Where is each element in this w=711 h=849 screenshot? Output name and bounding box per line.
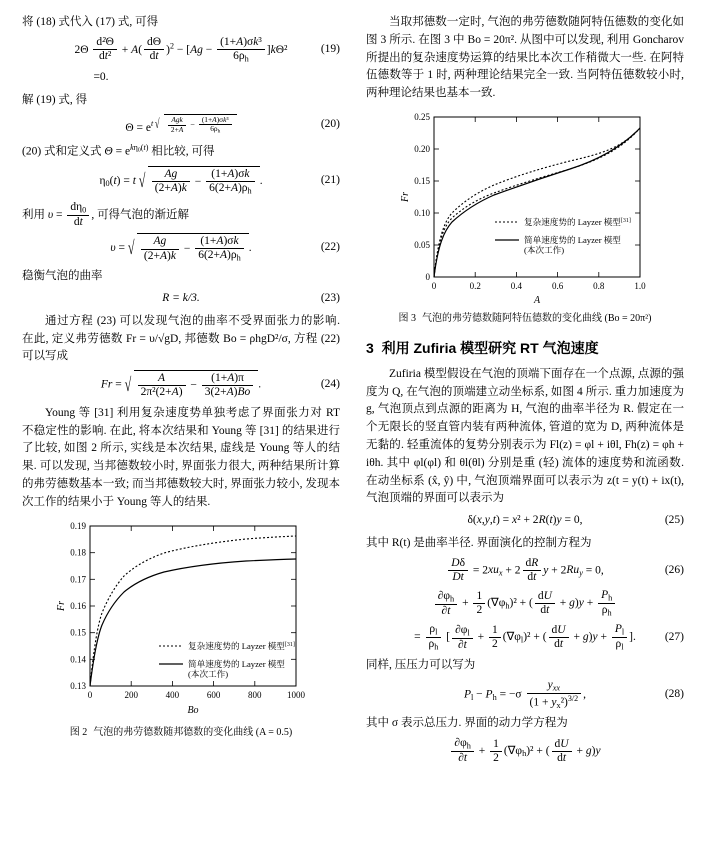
section-title: 利用 Zufiria 模型研究 RT 气泡速度 (381, 340, 599, 357)
svg-text:200: 200 (124, 689, 138, 700)
equation-19-cont: =0. (93, 71, 109, 84)
left-column (22, 14, 340, 839)
section-heading (366, 338, 684, 360)
legend-simple-label: 简单速度势的 Layzer 模型 (524, 235, 621, 246)
svg-text:0.17: 0.17 (70, 573, 86, 584)
figure-2-caption (22, 726, 340, 740)
paragraph: 解 (19) 式, 得 (22, 93, 88, 106)
svg-text:0.15: 0.15 (70, 627, 86, 638)
legend-complex-label: 复杂速度势的 Layzer 模型[31] (524, 217, 631, 228)
equation-27b: = $\frac{\rho_l}{\rho_h}$ [ $\frac{\partial\varphi_l}{\partial t}$ + $\frac{1}{2}$ $(\nabla\varphi_l)^2$ + ( $\frac{dU}{dt}$ + g)y + $\frac{P_l}{\rho_l}$ ]. (27) (414, 623, 684, 652)
svg-text:0.8: 0.8 (593, 281, 605, 292)
paragraph: 同样, 压压力可以写为 (366, 659, 476, 672)
equation-body: R = k/3. (162, 292, 200, 304)
svg-text:Fr: Fr (56, 600, 67, 611)
svg-text:Bo: Bo (187, 704, 199, 716)
equation-28: $P_l - P_h = -\sigma$ $\frac{y_{xx}}{(1 + y_x^2)^{3/2}}$ , (28) (463, 679, 684, 710)
equation-number: (27) (664, 630, 684, 643)
text: 利用 (22, 208, 48, 221)
paragraph: 当取邦德数一定时, 气泡的弗劳德数随阿特伍德数的变化如图 3 所示. 在图 3 中 Bo = 20π². 从图中可以发现, 利用 Goncharov 所提出的复杂速度势运算的结果比本次工作稍微大一些. 在阿特伍德数等于 1 时, 两种理论结果完全一致. 当阿特伍德数较小时, 两种理论结果也基本一致. (366, 16, 684, 100)
equation-19: 2Θ $\frac{\text{d²Θ}}{\text{dt²}}$ + A( $\frac{d\Theta}{dt}$ )$^2$ − [Ag − $\frac{\text{(1+A)σk³}}{6\rho_h}$ ]kΘ² (19) (74, 35, 340, 64)
equation-26: $\frac{D\delta}{Dt}$ = $2xu_x + 2$ $\frac{dR}{dt}$ $y + 2Ru_y = 0$, (26) (366, 557, 684, 584)
figure-3 (366, 109, 684, 326)
equation-27a: $\frac{\partial\varphi_h}{\partial t}$ + $\frac{1}{2}$ $(\nabla\varphi_h)^2$ + ( $\frac{dU}{dt}$ + g)y + $\frac{P_h}{\rho_h}$ (366, 589, 684, 618)
svg-text:400: 400 (165, 689, 180, 700)
figure-2-text: 气泡的弗劳德数随邦德数的变化曲线 (A = 0.5) (93, 726, 293, 738)
svg-text:A: A (533, 295, 541, 307)
svg-text:0.19: 0.19 (70, 520, 86, 531)
svg-text:0.16: 0.16 (70, 600, 86, 611)
svg-text:0.13: 0.13 (70, 680, 86, 691)
equation-number: (28) (664, 687, 684, 700)
equation-20: $\Theta = e^{t √ \frac{\text{Agk}}{2+A} - \frac{\text{(1+A)σk³}}{6\rho_h}}$ (20) (22, 114, 340, 138)
svg-text:0.6: 0.6 (551, 281, 564, 292)
equation-number: (21) (320, 173, 340, 186)
figure-3-label: 图 3 (398, 313, 416, 325)
equation-22: υ = √ $\frac{Ag}{(2+A)k}$ − $\frac{(1+A)\sigma k}{6(2+A)\rho_h}$ . (22) (22, 233, 340, 263)
text: (20) 式和定义式 (22, 145, 105, 158)
paragraph: 其中 σ 表示总压力. 界面的动力学方程为 (366, 717, 568, 730)
equation-number: (23) (320, 292, 340, 304)
figure-2-chart (46, 518, 316, 723)
paragraph: 将 (18) 式代入 (17) 式, 可得 (22, 16, 159, 28)
figure-3-text: 气泡的弗劳德数随阿特伍德数的变化曲线 (Bo = 20π²) (421, 313, 652, 325)
svg-text:0.25: 0.25 (414, 112, 430, 123)
svg-text:0: 0 (87, 689, 93, 700)
svg-text:0.4: 0.4 (510, 281, 523, 292)
legend-complex-label: 复杂速度势的 Layzer 模型[31] (188, 640, 295, 651)
figure-3-chart (390, 109, 660, 309)
svg-text:0.18: 0.18 (70, 547, 86, 558)
svg-text:0.05: 0.05 (414, 240, 430, 251)
paragraph: Young 等 [31] 利用复杂速度势单独考虑了界面张力对 RT 不稳定性的影响. 在此, 将本次结果和 Young 等 [31] 的结果进行了比较, 如图 2 所示, 实线是本次结果, 虚线是 Young 等人的结果. 可以发现, 当邦德数较小时, 界面张力很大, 两种结果所计算的弗劳德数基本一致; 而当邦德数较大时, 界面张力较小, 发现本次工作的结果小于 Young 等人的结果. (22, 406, 340, 508)
right-column (366, 14, 684, 839)
paragraph: 通过方程 (23) 可以发现气泡的曲率不受界面张力的影响. 在此, 定义弗劳德数 Fr = υ/√gD, 邦德数 Bo = ρhgD²/σ, 方程 (22) 可以写成 (22, 314, 340, 363)
equation-24: Fr = √ $\frac{A}{\text{2π²(2+A)}}$ − $\frac{(1+A)\pi}{3(2+A)Bo}$ . (24) (22, 370, 340, 399)
equation-21: $\eta_0(t) = t$ √ $\frac{Ag}{(2+A)k}$ − $\frac{(1+A)\sigma k}{6(2+A)\rho_h}$ . (21) (22, 166, 340, 196)
legend-simple-label2: (本次工作) (524, 245, 565, 256)
equation-number: (26) (664, 563, 684, 576)
legend-simple-label2: (本次工作) (188, 668, 229, 679)
equation-29: $\frac{\partial\varphi_h}{\partial t}$ + $\frac{1}{2}$ $(\nabla\varphi_h)^2$ + ( $\frac{dU}{dt}$ + g)y (366, 737, 684, 765)
equation-23 (22, 290, 340, 308)
svg-text:0.20: 0.20 (414, 144, 430, 155)
svg-text:0.2: 0.2 (469, 281, 481, 292)
paragraph: 其中 R(t) 是曲率半径. 界面演化的控制方程为 (366, 537, 592, 550)
section-number: 3 (366, 340, 374, 357)
equation-number: (25) (664, 514, 684, 527)
paragraph: (20) 式和定义式 $\Theta = e^{k\eta_0(t)}$ 相比较, 可得 (22, 143, 215, 158)
svg-text:0: 0 (425, 272, 430, 283)
svg-text:600: 600 (206, 689, 221, 700)
svg-text:0.15: 0.15 (414, 176, 430, 187)
svg-text:0: 0 (431, 281, 437, 292)
figure-2 (22, 518, 340, 740)
paragraph: Zufiria 模型假设在气泡的顶端下面存在一个点源, 点源的强度为 Q, 在气泡的顶端建立动坐标系, 如图 4 所示. 重力加速度为 g, 气泡顶点到点源的距离为 H, 气泡的曲率半径为 R. 假定在一个无限长的竖直管内装有两种流体, 管道的宽为 D, 两种流体是无黏的. 轻重流体的复势分别表示为 Fl(z) = φl + iθl, Fh(z) = φh + iθh. 其中 φl(φl) 和 θl(θl) 分别是重 (轻) 流体的速度势和流函数. 在动坐标系 (x̂, ŷ) 中, 气泡顶端界面可以表示为 z(t = y(t) + ix(t), 气泡顶端的界面可以表示为 (366, 367, 684, 505)
legend-simple-label: 简单速度势的 Layzer 模型 (188, 658, 285, 669)
svg-text:800: 800 (248, 689, 262, 700)
equation-number: (20) (320, 118, 340, 131)
paragraph: 利用 υ = $\frac{d\eta_0}{dt}$ , 可得气泡的渐近解 (22, 200, 190, 228)
equation-number: (24) (320, 378, 340, 391)
paragraph: 稳衡气泡的曲率 (22, 270, 103, 283)
svg-text:0.14: 0.14 (70, 653, 86, 664)
equation-25: δ(x,y,t) = x² + 2R(t)y = 0, (25) (366, 512, 684, 530)
svg-text:Fr: Fr (400, 192, 411, 203)
text: 相比较, 可得 (148, 145, 215, 158)
svg-text:0.10: 0.10 (414, 208, 430, 219)
svg-text:1.0: 1.0 (634, 281, 646, 292)
text: , 可得气泡的渐近解 (91, 208, 190, 221)
equation-number: (19) (320, 43, 340, 55)
figure-3-caption (366, 312, 684, 326)
figure-2-label: 图 2 (69, 726, 88, 738)
equation-number: (22) (320, 241, 340, 254)
svg-text:1000: 1000 (287, 689, 305, 700)
